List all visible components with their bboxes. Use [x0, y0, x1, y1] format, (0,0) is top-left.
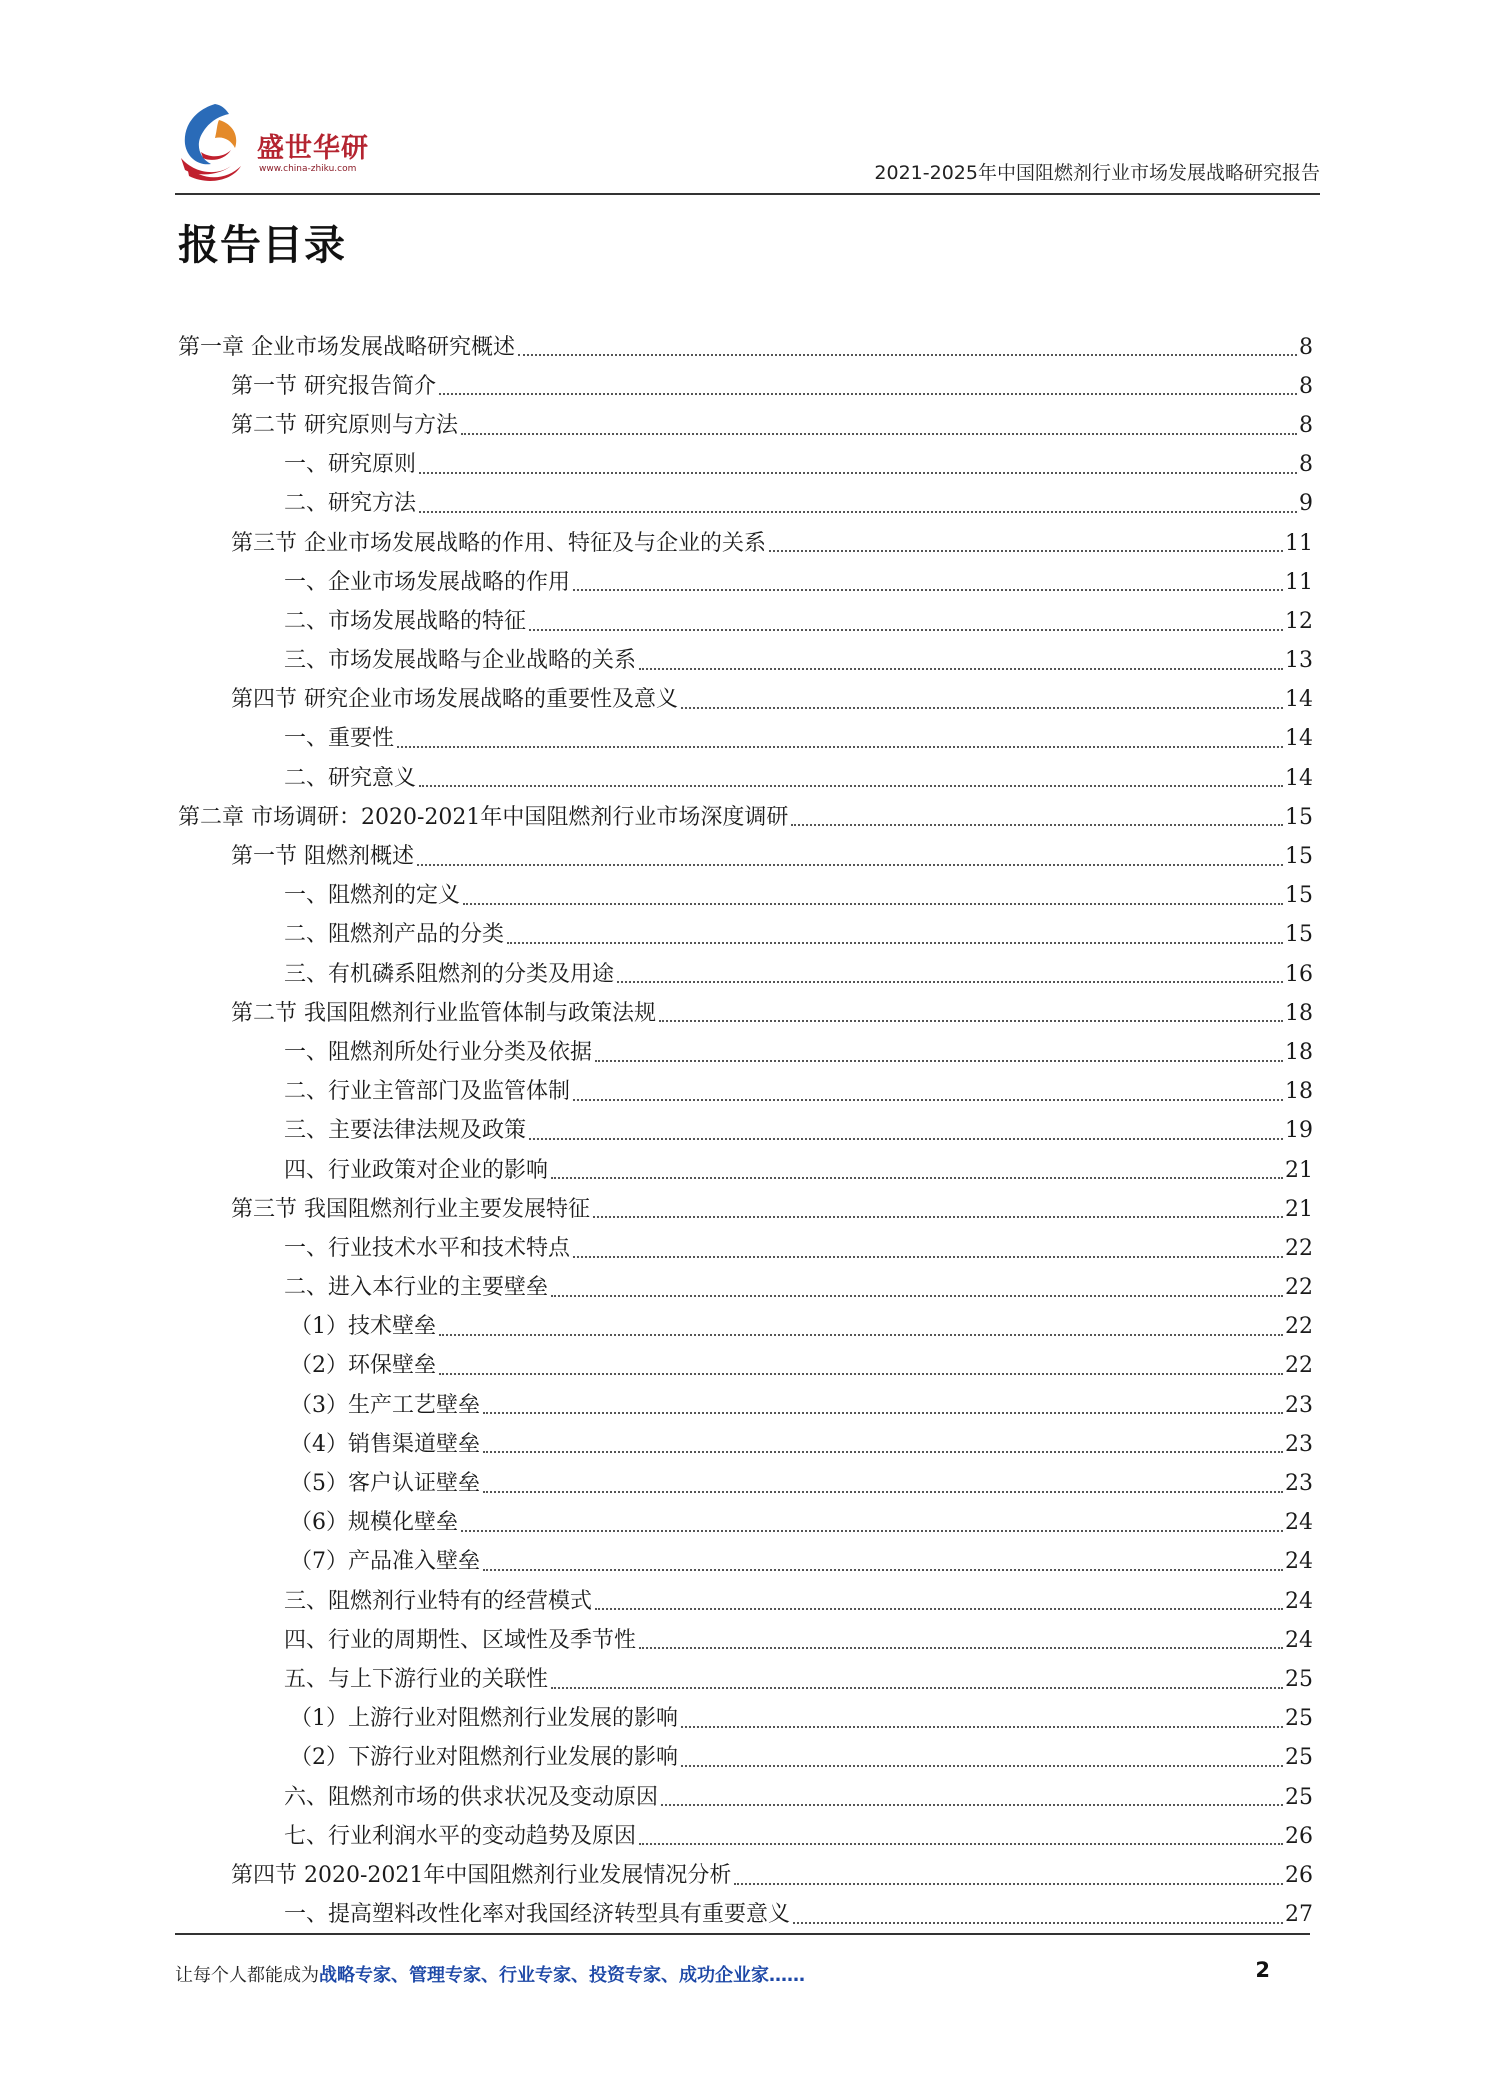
toc-dot-leader	[617, 981, 1283, 983]
toc-dot-leader	[461, 433, 1297, 435]
toc-entry[interactable]	[178, 1342, 1313, 1381]
toc-entry-label: 第二章 市场调研：2020-2021年中国阻燃剂行业市场深度调研	[178, 804, 789, 830]
toc-entry-label: 三、阻燃剂行业特有的经营模式	[284, 1588, 593, 1614]
toc-dot-leader	[551, 1295, 1283, 1297]
page-number: 2	[1255, 1958, 1270, 1982]
toc-entry-label: 第三节 企业市场发展战略的作用、特征及与企业的关系	[231, 530, 766, 556]
toc-entry-page: 25	[1285, 1745, 1313, 1771]
toc-dot-leader	[573, 589, 1283, 591]
toc-dot-leader	[483, 1491, 1283, 1493]
toc-entry-label: 三、有机磷系阻燃剂的分类及用途	[284, 961, 615, 987]
toc-entry-label: 六、阻燃剂市场的供求状况及变动原因	[284, 1784, 659, 1810]
toc-entry-page: 14	[1285, 726, 1313, 752]
toc-entry[interactable]	[178, 1420, 1313, 1459]
toc-entry[interactable]	[178, 401, 1313, 440]
toc-entry-page: 24	[1285, 1549, 1313, 1575]
toc-entry-page: 19	[1285, 1118, 1313, 1144]
toc-entry-page: 11	[1285, 569, 1313, 595]
toc-entry-page: 14	[1285, 765, 1313, 791]
toc-entry-label: 二、研究意义	[284, 765, 417, 791]
toc-entry-page: 18	[1285, 1000, 1313, 1026]
toc-entry-label: 第一节 阻燃剂概述	[231, 844, 414, 870]
toc-entry[interactable]	[178, 715, 1313, 754]
toc-dot-leader	[681, 707, 1283, 709]
toc-dot-leader	[681, 1765, 1283, 1767]
toc-entry[interactable]	[178, 519, 1313, 558]
toc-dot-leader	[439, 1373, 1283, 1375]
toc-entry-label: （2）下游行业对阻燃剂行业发展的影响	[290, 1745, 678, 1771]
toc-dot-leader	[681, 1726, 1283, 1728]
toc-entry[interactable]	[178, 989, 1313, 1028]
toc-entry-label: （7）产品准入壁垒	[290, 1549, 480, 1575]
toc-entry-label: 第二节 我国阻燃剂行业监管体制与政策法规	[231, 1000, 656, 1026]
toc-entry[interactable]	[178, 793, 1313, 832]
toc-entry-page: 21	[1285, 1157, 1313, 1183]
toc-dot-leader	[419, 785, 1283, 787]
toc-heading: 报告目录	[178, 221, 346, 269]
toc-entry-page: 25	[1285, 1706, 1313, 1732]
company-logo	[175, 100, 435, 185]
toc-entry-page: 15	[1285, 844, 1313, 870]
toc-entry[interactable]	[178, 1577, 1313, 1616]
toc-entry-page: 18	[1285, 1079, 1313, 1105]
toc-entry[interactable]	[178, 1812, 1313, 1851]
toc-entry-label: 第四节 研究企业市场发展战略的重要性及意义	[231, 687, 678, 713]
toc-entry[interactable]	[178, 1499, 1313, 1538]
toc-dot-leader	[463, 903, 1283, 905]
toc-entry-label: 一、企业市场发展战略的作用	[284, 569, 571, 595]
toc-entry-page: 15	[1285, 804, 1313, 830]
toc-entry-page: 24	[1285, 1588, 1313, 1614]
toc-entry-label: 二、进入本行业的主要壁垒	[284, 1275, 549, 1301]
toc-entry-page: 8	[1299, 452, 1313, 478]
toc-entry-page: 25	[1285, 1784, 1313, 1810]
toc-entry-label: （3）生产工艺壁垒	[290, 1392, 480, 1418]
toc-dot-leader	[595, 1060, 1283, 1062]
toc-entry-label: 一、阻燃剂的定义	[284, 883, 461, 909]
toc-entry[interactable]	[178, 911, 1313, 950]
toc-dot-leader	[483, 1569, 1283, 1571]
toc-entry[interactable]	[178, 362, 1313, 401]
header-divider	[175, 193, 1320, 195]
logo-url: www.china-zhiku.com	[259, 164, 357, 174]
logo-swirl-icon	[175, 100, 255, 185]
toc-entry[interactable]	[178, 637, 1313, 676]
toc-entry[interactable]	[178, 676, 1313, 715]
toc-entry[interactable]	[178, 1303, 1313, 1342]
toc-dot-leader	[397, 746, 1283, 748]
toc-entry[interactable]	[178, 1459, 1313, 1498]
toc-entry-label: （5）客户认证壁垒	[290, 1471, 480, 1497]
toc-entry-label: （6）规模化壁垒	[290, 1510, 458, 1536]
toc-entry-page: 22	[1285, 1235, 1313, 1261]
toc-dot-leader	[659, 1020, 1283, 1022]
toc-entry[interactable]	[178, 558, 1313, 597]
toc-entry-page: 18	[1285, 1039, 1313, 1065]
toc-entry-label: （4）销售渠道壁垒	[290, 1431, 480, 1457]
toc-entry[interactable]	[178, 1734, 1313, 1773]
toc-entry[interactable]	[178, 950, 1313, 989]
toc-entry[interactable]	[178, 323, 1313, 362]
toc-entry-label: 二、阻燃剂产品的分类	[284, 922, 505, 948]
toc-entry[interactable]	[178, 1381, 1313, 1420]
toc-entry[interactable]	[178, 441, 1313, 480]
toc-entry[interactable]	[178, 480, 1313, 519]
toc-dot-leader	[529, 629, 1283, 631]
toc-dot-leader	[518, 354, 1297, 356]
toc-entry-label: 四、行业政策对企业的影响	[284, 1157, 549, 1183]
toc-entry-page: 22	[1285, 1314, 1313, 1340]
toc-entry-label: （1）上游行业对阻燃剂行业发展的影响	[290, 1706, 678, 1732]
toc-dot-leader	[593, 1216, 1283, 1218]
logo-text: 盛世华研	[257, 133, 369, 164]
toc-entry[interactable]	[178, 1851, 1313, 1890]
toc-entry[interactable]	[178, 1773, 1313, 1812]
toc-entry[interactable]	[178, 1616, 1313, 1655]
toc-entry-label: 一、行业技术水平和技术特点	[284, 1235, 571, 1261]
toc-entry-label: 一、研究原则	[284, 452, 417, 478]
toc-entry-page: 27	[1285, 1902, 1313, 1928]
toc-entry-page: 26	[1285, 1862, 1313, 1888]
toc-entry-page: 25	[1285, 1666, 1313, 1692]
toc-dot-leader	[639, 668, 1283, 670]
toc-entry-page: 24	[1285, 1627, 1313, 1653]
toc-dot-leader	[483, 1451, 1283, 1453]
toc-entry-page: 14	[1285, 687, 1313, 713]
toc-entry-page: 22	[1285, 1353, 1313, 1379]
toc-entry-label: 第三节 我国阻燃剂行业主要发展特征	[231, 1196, 590, 1222]
toc-dot-leader	[769, 550, 1283, 552]
toc-entry-page: 11	[1285, 530, 1313, 556]
toc-dot-leader	[419, 511, 1297, 513]
toc-dot-leader	[417, 864, 1283, 866]
toc-dot-leader	[419, 472, 1297, 474]
toc-entry-page: 16	[1285, 961, 1313, 987]
footer-slogan	[175, 1961, 805, 1987]
page-header	[175, 100, 1320, 196]
toc-entry[interactable]	[178, 1028, 1313, 1067]
toc-entry-page: 15	[1285, 922, 1313, 948]
toc-entry[interactable]	[178, 1146, 1313, 1185]
toc-entry-label: 三、主要法律法规及政策	[284, 1118, 527, 1144]
toc-dot-leader	[439, 1334, 1283, 1336]
toc-entry[interactable]	[178, 1655, 1313, 1694]
toc-entry-page: 15	[1285, 883, 1313, 909]
toc-entry[interactable]	[178, 1538, 1313, 1577]
toc-entry[interactable]	[178, 1695, 1313, 1734]
slogan-prefix: 让每个人都能成为	[175, 1965, 319, 1986]
toc-dot-leader	[551, 1687, 1283, 1689]
toc-entry-label: 二、研究方法	[284, 491, 417, 517]
toc-entry-page: 13	[1285, 648, 1313, 674]
toc-entry-page: 22	[1285, 1275, 1313, 1301]
footer-divider	[175, 1933, 1310, 1935]
toc-entry-label: 五、与上下游行业的关联性	[284, 1666, 549, 1692]
toc-entry-page: 8	[1299, 334, 1313, 360]
toc-entry-page: 8	[1299, 412, 1313, 438]
toc-entry-label: 第一节 研究报告简介	[231, 373, 436, 399]
toc-dot-leader	[734, 1883, 1283, 1885]
toc-dot-leader	[483, 1412, 1283, 1414]
toc-entry-page: 12	[1285, 608, 1313, 634]
toc-entry-label: 二、市场发展战略的特征	[284, 608, 527, 634]
toc-entry[interactable]	[178, 1264, 1313, 1303]
toc-entry-label: 第一章 企业市场发展战略研究概述	[178, 334, 515, 360]
toc-dot-leader	[639, 1843, 1283, 1845]
toc-entry[interactable]	[178, 1107, 1313, 1146]
toc-entry-page: 9	[1299, 491, 1313, 517]
toc-dot-leader	[791, 824, 1283, 826]
toc-dot-leader	[507, 942, 1283, 944]
toc-entry-label: （1）技术壁垒	[290, 1314, 436, 1340]
toc-entry-label: 一、提高塑料改性化率对我国经济转型具有重要意义	[284, 1902, 791, 1928]
toc-entry-page: 23	[1285, 1471, 1313, 1497]
toc-entry[interactable]	[178, 1224, 1313, 1263]
toc-dot-leader	[793, 1922, 1283, 1924]
toc-entry[interactable]	[178, 1891, 1313, 1930]
toc-entry[interactable]	[178, 832, 1313, 871]
toc-dot-leader	[573, 1099, 1283, 1101]
toc-entry-label: 第二节 研究原则与方法	[231, 412, 458, 438]
toc-dot-leader	[551, 1177, 1283, 1179]
toc-dot-leader	[661, 1804, 1283, 1806]
toc-entry[interactable]	[178, 754, 1313, 793]
toc-dot-leader	[573, 1256, 1283, 1258]
page-footer	[175, 1933, 1310, 1993]
slogan-highlight: 战略专家、管理专家、行业专家、投资专家、成功企业家……	[319, 1965, 805, 1986]
toc-entry-label: 二、行业主管部门及监管体制	[284, 1079, 571, 1105]
toc-entry-label: 一、阻燃剂所处行业分类及依据	[284, 1039, 593, 1065]
toc-entry[interactable]	[178, 1185, 1313, 1224]
report-title: 2021-2025年中国阻燃剂行业市场发展战略研究报告	[874, 162, 1320, 184]
toc-entry-page: 26	[1285, 1823, 1313, 1849]
toc-entry-label: 七、行业利润水平的变动趋势及原因	[284, 1823, 637, 1849]
toc-dot-leader	[439, 393, 1297, 395]
toc-dot-leader	[529, 1138, 1283, 1140]
toc-entry-page: 23	[1285, 1431, 1313, 1457]
toc-dot-leader	[461, 1530, 1283, 1532]
toc-entry[interactable]	[178, 1068, 1313, 1107]
toc-entry-page: 8	[1299, 373, 1313, 399]
toc-entry-page: 23	[1285, 1392, 1313, 1418]
toc-dot-leader	[639, 1647, 1283, 1649]
toc-entry-label: 四、行业的周期性、区域性及季节性	[284, 1627, 637, 1653]
toc-entry-label: 第四节 2020-2021年中国阻燃剂行业发展情况分析	[231, 1862, 732, 1888]
toc-entry[interactable]	[178, 597, 1313, 636]
toc-entry[interactable]	[178, 872, 1313, 911]
toc-entry-page: 24	[1285, 1510, 1313, 1536]
toc-entry-label: 三、市场发展战略与企业战略的关系	[284, 648, 637, 674]
table-of-contents	[178, 323, 1313, 1930]
toc-dot-leader	[595, 1608, 1283, 1610]
toc-entry-label: 一、重要性	[284, 726, 395, 752]
toc-entry-page: 21	[1285, 1196, 1313, 1222]
toc-entry-label: （2）环保壁垒	[290, 1353, 436, 1379]
